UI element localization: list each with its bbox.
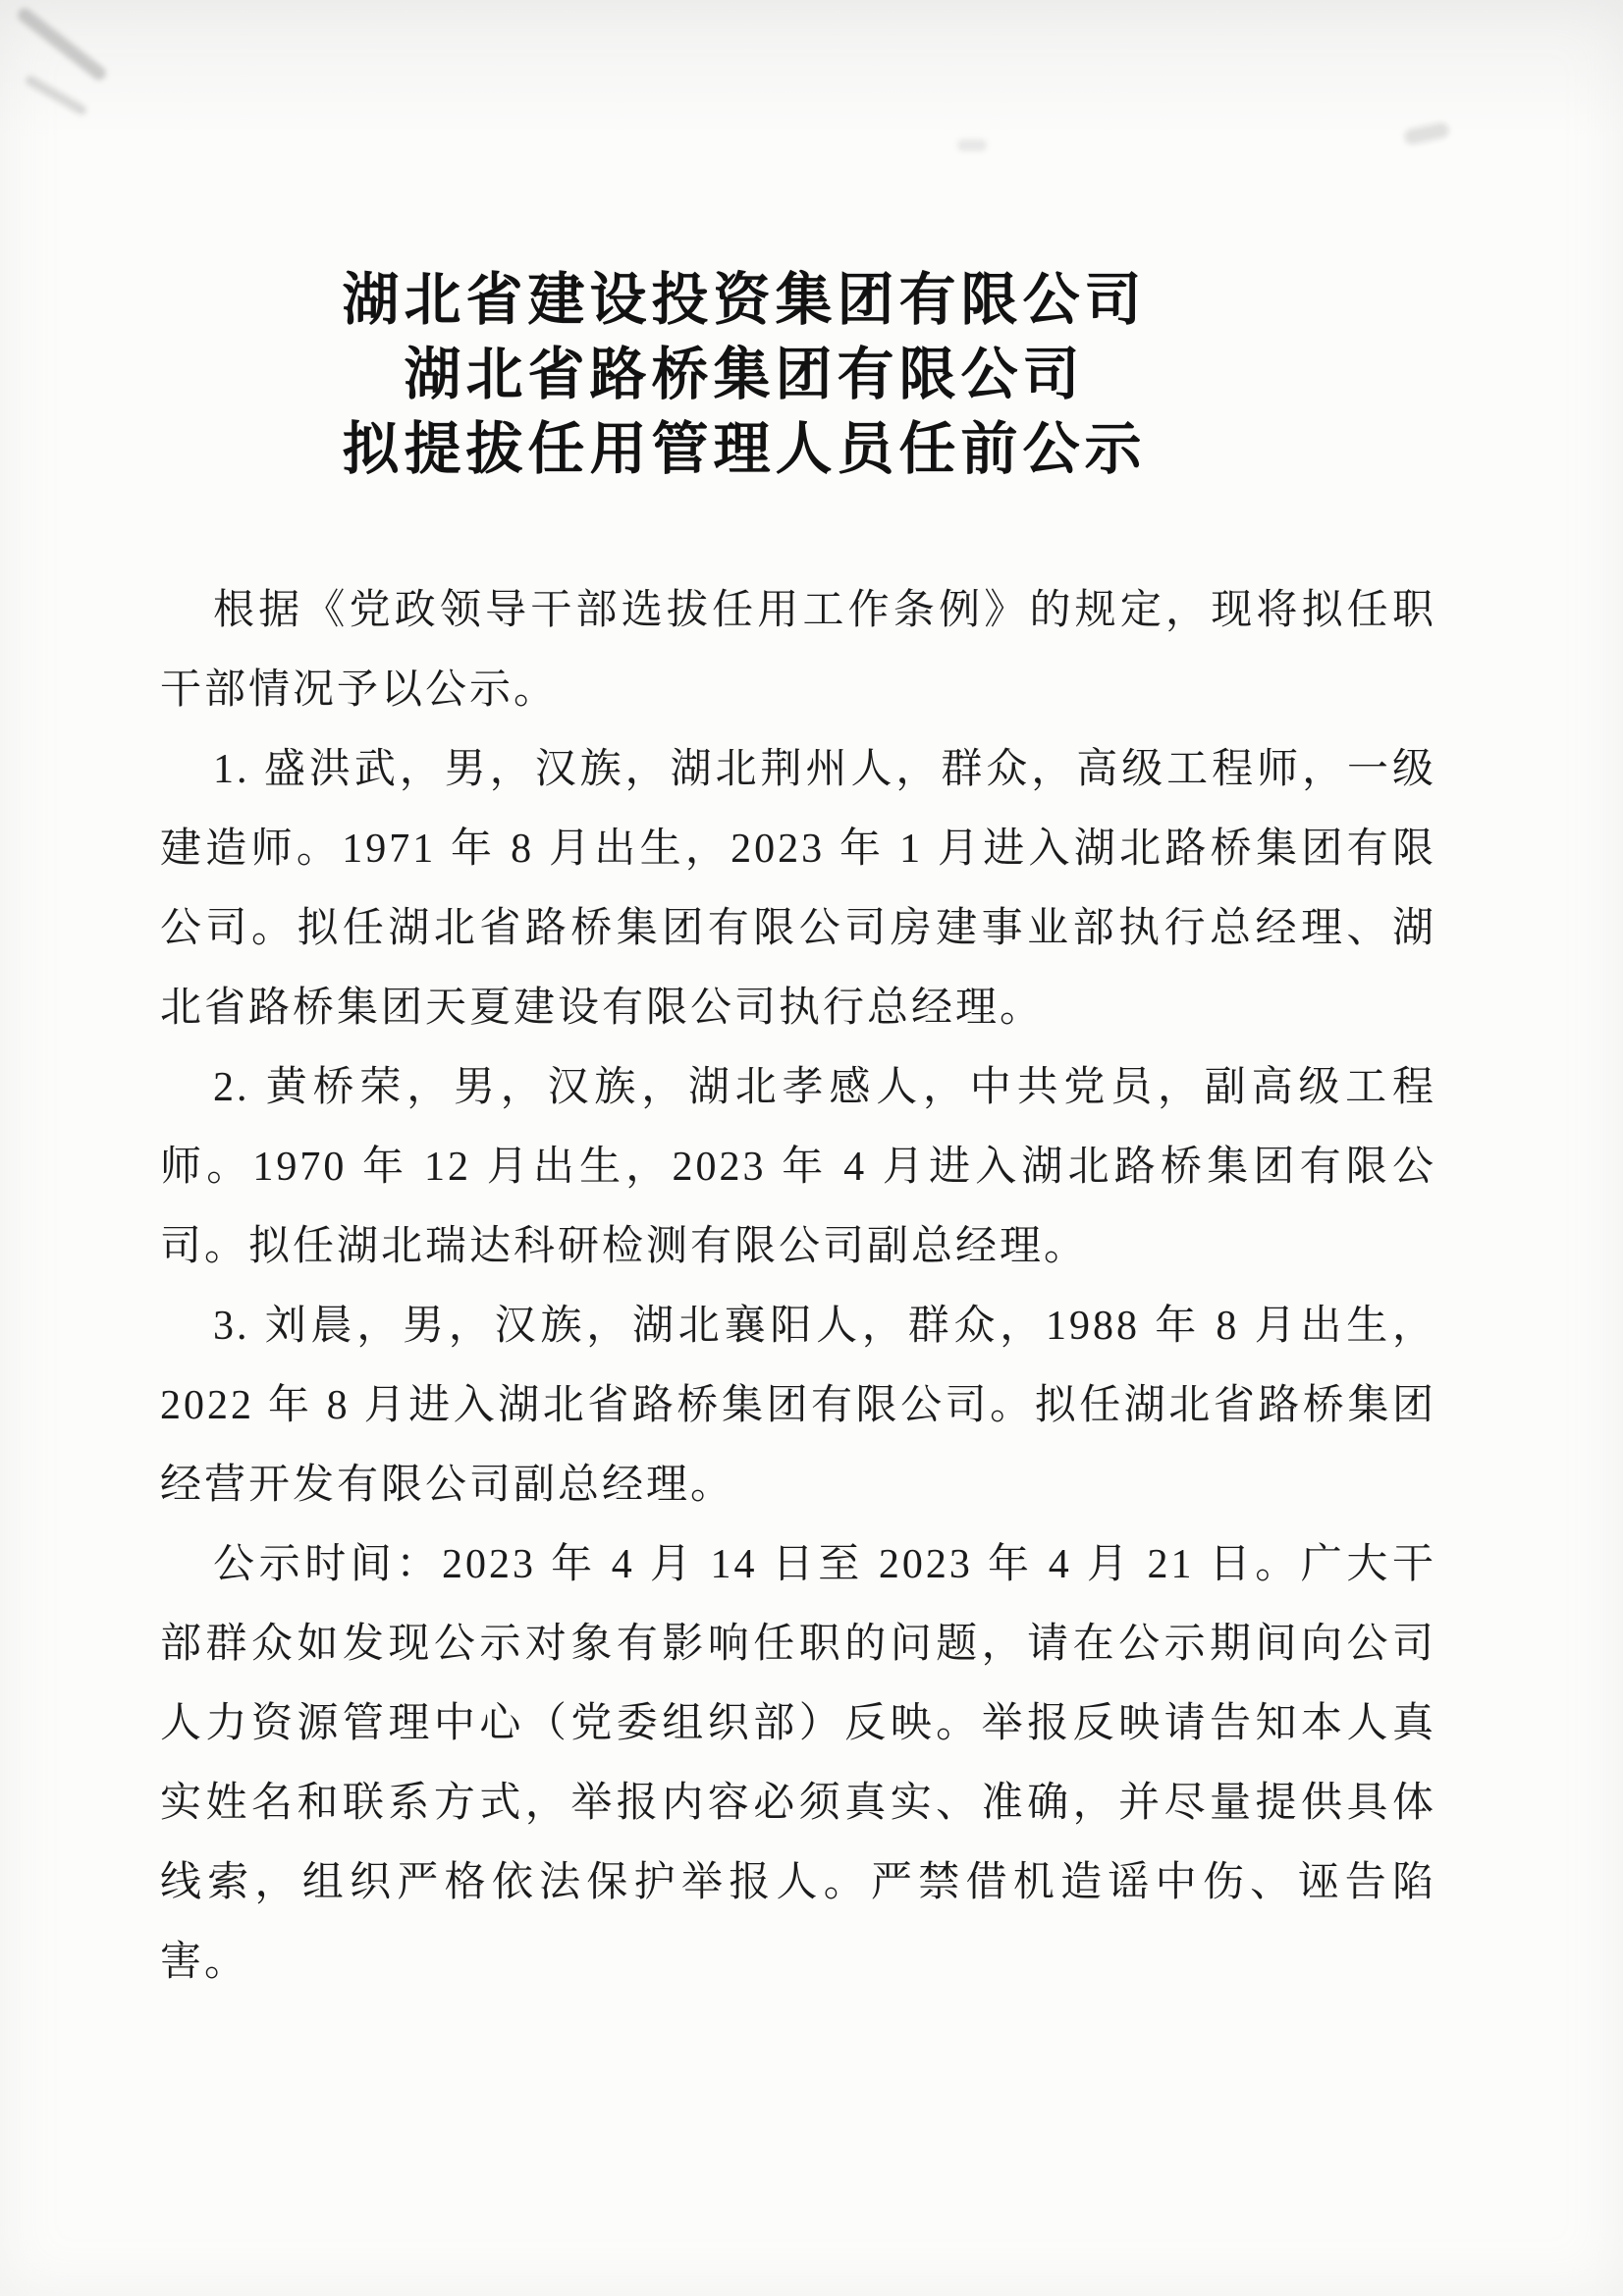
document-body — [160, 571, 1436, 2002]
title-line-announcement-type: 拟提拔任用管理人员任前公示 — [342, 417, 1147, 481]
paragraph-candidate-3: 3. 刘晨，男，汉族，湖北襄阳人，群众，1988 年 8 月出生，2022 年 8 月进入湖北省路桥集团有限公司。拟任湖北省路桥集团经营开发有限公司副总经理。 — [160, 1304, 1436, 1508]
paragraph-public-notice-period: 公示时间：2023 年 4 月 14 日至 2023 年 4 月 21 日。广大干部群众如发现公示对象有影响任职的问题，请在公示期间向公司人力资源管理中心（党委组织部）反映。举报反映请告知本人真实姓名和联系方式，举报内容必须真实、准确，并尽量提供具体线索，组织严格依法保护举报人。严禁借机造谣中伤、诬告陷害。 — [160, 1542, 1436, 1985]
scan-artifact — [24, 74, 88, 117]
title-line-company-parent: 湖北省建设投资集团有限公司 — [342, 268, 1147, 332]
paragraph-candidate-2: 2. 黄桥荣，男，汉族，湖北孝感人，中共党员，副高级工程师。1970 年 12 月出生，2023 年 4 月进入湖北路桥集团有限公司。拟任湖北瑞达科研检测有限公司副总经理。 — [160, 1065, 1436, 1269]
document-title — [106, 263, 1382, 487]
scan-artifact — [15, 6, 108, 83]
paragraph-candidate-1: 1. 盛洪武，男，汉族，湖北荆州人，群众，高级工程师，一级建造师。1971 年 8 月出生，2023 年 1 月进入湖北路桥集团有限公司。拟任湖北省路桥集团有限公司房建事业部执行总经理、湖北省路桥集团天夏建设有限公司执行总经理。 — [160, 747, 1436, 1031]
paragraph-intro: 根据《党政领导干部选拔任用工作条例》的规定，现将拟任职干部情况予以公示。 — [160, 588, 1436, 713]
document-content — [160, 0, 1436, 2002]
title-line-company-subsidiary: 湖北省路桥集团有限公司 — [404, 343, 1085, 406]
